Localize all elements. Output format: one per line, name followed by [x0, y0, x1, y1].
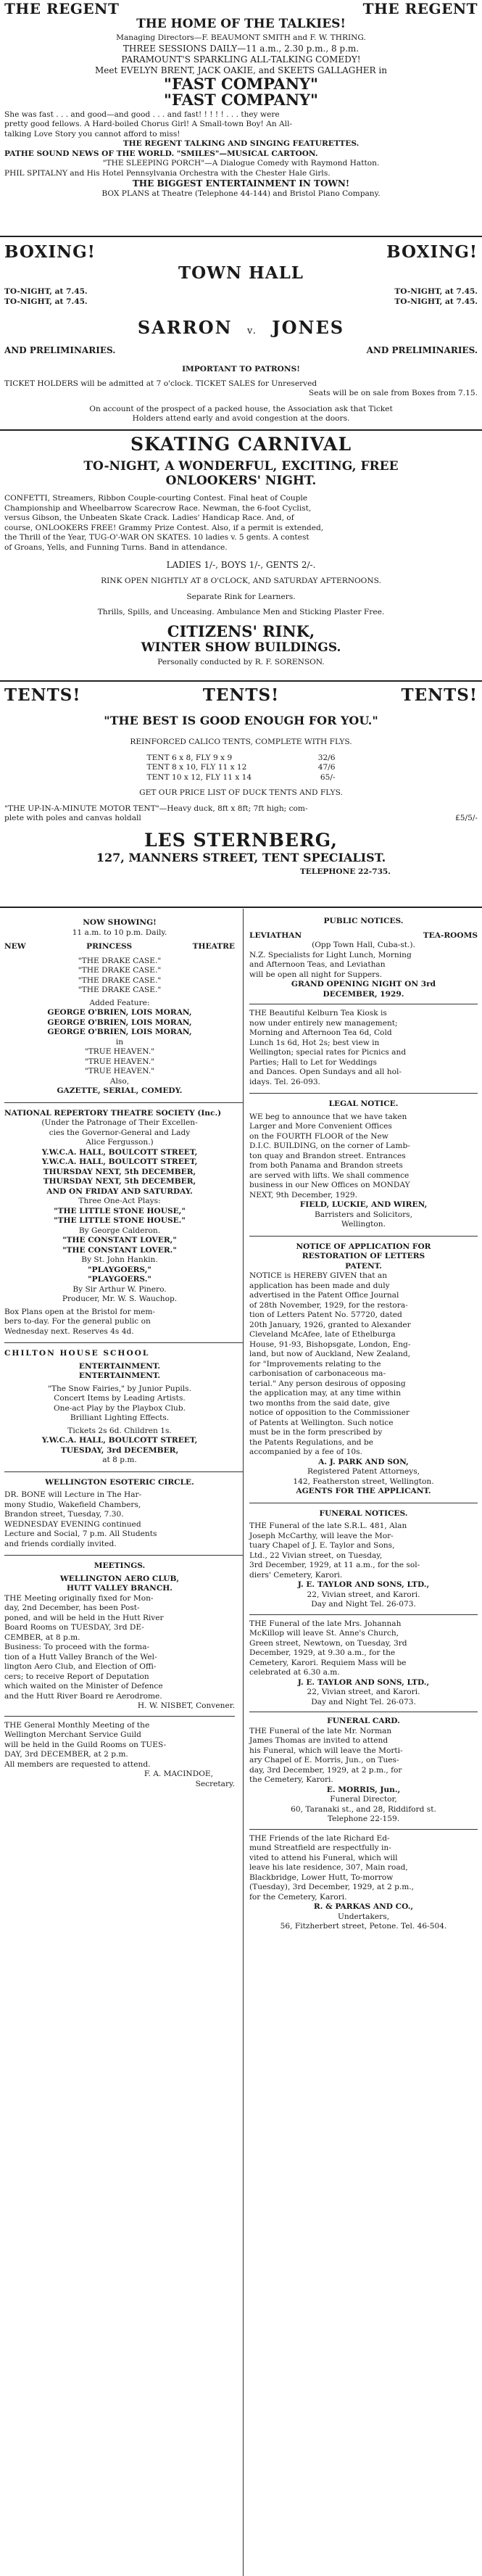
- patent-role: Registered Patent Attorneys,: [307, 1467, 420, 1476]
- skating-program-line: the Thrill of the Year, TUG-O'-WAR ON SKATES. 10 ladies v. 5 gents. A contest: [4, 533, 309, 542]
- patent-header-2: RESTORATION OF LETTERS: [302, 1252, 425, 1260]
- funeral-card-header: FUNERAL CARD.: [327, 1717, 400, 1725]
- cast-line: GEORGE O'BRIEN, LOIS MORAN,: [47, 1017, 192, 1027]
- regent-description-3: talking Love Story you cannot afford to miss!: [4, 129, 180, 139]
- divider: [0, 236, 482, 237]
- kelburn-line: Lunch 1s 6d, Hot 2s; best view in: [249, 1038, 380, 1047]
- divider: [249, 1614, 478, 1615]
- divider: [4, 1555, 244, 1556]
- tents-title-3: TENTS!: [401, 685, 478, 705]
- boxing-preliminaries-right: AND PRELIMINARIES.: [366, 345, 478, 355]
- chilton-venue: Y.W.C.A. HALL, BOULCOTT STREET,: [41, 1436, 198, 1445]
- play-title: "PLAYGOERS.": [88, 1275, 151, 1284]
- funeral-line: the Cemetery, Karori.: [249, 1775, 333, 1784]
- funeral-card: [249, 1717, 478, 1825]
- tent-size: TENT 8 x 10, FLY 11 x 12: [146, 763, 247, 772]
- meeting-line: which waited on the Minister of Defence: [4, 1682, 163, 1690]
- patent-line: two months from the said date, give: [249, 1398, 390, 1408]
- drake-case-list: [4, 957, 235, 996]
- funeral-address: 22, Vivian street, and Karori.: [307, 1590, 420, 1599]
- leviathan-line: (Opp Town Hall, Cuba-st.).: [312, 941, 415, 949]
- aero-club-title: WELLINGTON AERO CLUB,: [59, 1574, 180, 1583]
- funeral-telephone: Day and Night Tel. 26-073.: [311, 1697, 416, 1706]
- meeting-line: poned, and will be held in the Hutt River: [4, 1613, 164, 1622]
- patent-line: accompanied by a fee of 10s.: [249, 1448, 362, 1456]
- skating-title: SKATING CARNIVAL: [130, 434, 352, 455]
- tents-price-list: [147, 754, 336, 783]
- chilton-item: Concert Items by Leading Artists.: [54, 1394, 186, 1403]
- skating-program-line: CONFETTI, Streamers, Ribbon Couple-courting Contest. Final heat of Couple: [4, 494, 308, 503]
- patent-line: 20th January, 1926, granted to Alexander: [249, 1320, 411, 1329]
- play-author: By George Calderon.: [78, 1226, 161, 1235]
- repertory-theatre-ad: [4, 1109, 235, 1337]
- divider: [4, 1102, 244, 1103]
- film-title: "THE DRAKE CASE.": [78, 975, 162, 985]
- chilton-item: One-act Play by the Playbox Club.: [53, 1403, 186, 1413]
- film-title: "THE DRAKE CASE.": [78, 956, 162, 965]
- divider: [249, 1236, 478, 1237]
- regent-description-2: pretty good fellows. A Hard-boiled Chorus Girl! A Small-town Boy! An All-: [4, 120, 293, 128]
- princess-label: PRINCESS: [86, 942, 133, 951]
- funeral-line: (Tuesday), 3rd December, 1929, at 2 p.m.,: [249, 1883, 414, 1891]
- skating-program-line: of Groans, Yells, and Funning Turns. Band in attendance.: [4, 542, 228, 552]
- chilton-item: "The Snow Fairies," by Junior Pupils.: [48, 1384, 191, 1393]
- play-title: "THE LITTLE STONE HOUSE,": [54, 1206, 186, 1215]
- guild-line: will be held in the Guild Rooms on TUES-: [4, 1740, 167, 1749]
- leviathan-line: will be open all night for Suppers.: [249, 970, 383, 979]
- esoteric-line: DR. BONE will Lecture in The Har-: [4, 1490, 142, 1499]
- left-column: [0, 914, 239, 1789]
- legal-line: D.I.C. BUILDING, on the corner of Lamb-: [249, 1142, 410, 1150]
- skating-program-line: versus Gibson, the Unbeaten Skate Crack. Ladies' Handicap Race. And, of: [4, 513, 294, 522]
- tents-price-row: [147, 773, 336, 783]
- in-label: in: [115, 1037, 124, 1046]
- play-author: By St. John Hankin.: [81, 1255, 158, 1264]
- guild-line: Wellington Merchant Service Guild: [4, 1730, 141, 1739]
- meeting-line: cers; to receive Report of Deputation: [4, 1672, 149, 1681]
- funeral-line: December, 1929, at 9.30 a.m., for the: [249, 1648, 396, 1657]
- boxing-title-left: BOXING!: [4, 242, 96, 262]
- repertory-producer: Producer, Mr. W. S. Wauchop.: [62, 1295, 178, 1303]
- patent-line: must be in the form prescribed by: [249, 1428, 383, 1437]
- boxing-notice-2: Holders attend early and avoid congestion at the doors.: [132, 414, 350, 423]
- legal-line: ton quay and Brandon street. Entrances: [249, 1151, 406, 1160]
- legal-line: NEXT, 9th December, 1929.: [249, 1190, 357, 1200]
- regent-meet: Meet EVELYN BRENT, JACK OAKIE, and SKEETS GALLAGHER in: [95, 65, 387, 75]
- regent-directors: Managing Directors—F. BEAUMONT SMITH and F. W. THRING.: [116, 33, 366, 42]
- regent-advertisement: [0, 0, 482, 234]
- esoteric-circle-ad: [4, 1478, 235, 1550]
- leviathan-line: GRAND OPENING NIGHT ON 3rd: [291, 980, 436, 988]
- regent-description-1: She was fast . . . and good—and good . . . and fast! ! ! ! ! . . . they were: [4, 110, 280, 119]
- funeral-telephone: Day and Night Tel. 26-073.: [311, 1600, 416, 1609]
- tents-reinforced: REINFORCED CALICO TENTS, COMPLETE WITH FLYS.: [130, 738, 352, 746]
- legal-line: are served with lifts. We shall commence: [249, 1171, 410, 1180]
- film-title: "THE DRAKE CASE.": [78, 966, 162, 975]
- patent-line: notice of opposition to the Commissioner: [249, 1408, 410, 1417]
- funeral-line: Ltd., 22 Vivian street, on Tuesday,: [249, 1551, 383, 1560]
- patent-application-notice: [249, 1242, 478, 1497]
- kelburn-line: idays. Tel. 26-093.: [249, 1077, 320, 1086]
- regent-header: [4, 0, 478, 17]
- esoteric-line: and friends cordially invited.: [4, 1539, 117, 1548]
- tents-address: 127, MANNERS STREET, TENT SPECIALIST.: [96, 850, 386, 864]
- tents-slogan: "THE BEST IS GOOD ENOUGH FOR YOU.": [104, 714, 378, 727]
- true-heaven-list: [4, 1047, 235, 1077]
- meeting-line: THE Meeting originally fixed for Mon-: [4, 1593, 154, 1603]
- regent-subtitle: THE HOME OF THE TALKIES!: [136, 17, 346, 31]
- patent-line: the application may, at any time within: [249, 1389, 402, 1398]
- divider: [249, 1093, 478, 1094]
- divider: [4, 1471, 244, 1472]
- funeral-notice: [249, 1619, 478, 1708]
- skating-prices: LADIES 1/-, BOYS 1/-, GENTS 2/-.: [166, 560, 316, 570]
- legal-firm: FIELD, LUCKIE, AND WIREN,: [299, 1200, 428, 1209]
- funeral-notice: [249, 1834, 478, 1932]
- funeral-line: James Thomas are invited to attend: [249, 1736, 388, 1745]
- esoteric-line: WEDNESDAY EVENING continued: [4, 1519, 141, 1529]
- play-title: "THE CONSTANT LOVER,": [62, 1236, 177, 1244]
- skating-program: [4, 494, 478, 553]
- legal-city: Wellington.: [341, 1220, 386, 1229]
- regent-sleeping-porch: "THE SLEEPING PORCH"—A Dialogue Comedy with Raymond Hatton.: [102, 159, 380, 168]
- kelburn-line: Wellington; special rates for Picnics and: [249, 1048, 407, 1057]
- funeral-line: THE Funeral of the late S.R.L. 481, Alan: [249, 1522, 407, 1530]
- divider: [0, 907, 482, 908]
- regent-title-right: THE REGENT: [362, 0, 478, 17]
- tent-price: 47/6: [317, 763, 336, 772]
- boxing-tonight-left-repeat: TO-NIGHT, at 7.45.: [4, 297, 88, 306]
- meeting-line: CEMBER, at 8 p.m.: [4, 1632, 80, 1642]
- funeral-line: ary Chapel of E. Morris, Jun., on Tues-: [249, 1756, 399, 1764]
- patent-line: tion of Letters Patent No. 57720, dated: [249, 1310, 402, 1319]
- funeral-line: McKillop will leave St. Anne's Church,: [249, 1629, 399, 1638]
- meeting-line: lington Aero Club, and Election of Offi-: [4, 1662, 157, 1671]
- funeral-role: Undertakers,: [338, 1912, 389, 1921]
- funeral-address: 60, Taranaki st., and 28, Riddiford st.: [291, 1804, 436, 1814]
- funeral-firm: E. MORRIS, Jun.,: [326, 1785, 401, 1794]
- chilton-school-ad: [4, 1349, 235, 1466]
- divider: [0, 680, 482, 682]
- tents-title-2: TENTS!: [202, 685, 280, 705]
- esoteric-line: Lecture and Social, 7 p.m. All Students: [4, 1530, 157, 1538]
- repertory-box-1: Box Plans open at the Bristol for mem-: [4, 1307, 155, 1316]
- regent-biggest: THE BIGGEST ENTERTAINMENT IN TOWN!: [132, 178, 350, 189]
- chilton-title: CHILTON HOUSE SCHOOL: [4, 1349, 150, 1358]
- funeral-line: 3rd December, 1929, at 11 a.m., for the sol-: [249, 1561, 420, 1569]
- new-label: NEW: [4, 942, 26, 951]
- chilton-time: at 8 p.m.: [102, 1456, 137, 1464]
- repertory-title: NATIONAL REPERTORY THEATRE SOCIETY (Inc.): [4, 1108, 222, 1118]
- meetings-header: MEETINGS.: [94, 1561, 146, 1570]
- patent-agents: AGENTS FOR THE APPLICANT.: [296, 1487, 431, 1495]
- boxing-tonight-right: TO-NIGHT, at 7.45.: [394, 287, 478, 296]
- leviathan-tearooms: TEA-ROOMS: [423, 930, 478, 940]
- patent-line: of 28th November, 1929, for the restora-: [249, 1300, 408, 1310]
- patent-address: 142, Featherston street, Wellington.: [293, 1477, 434, 1486]
- chilton-entertainment-repeat: ENTERTAINMENT.: [78, 1371, 161, 1380]
- repertory-date-repeat: THURSDAY NEXT, 5th DECEMBER,: [43, 1177, 196, 1186]
- funeral-address: 56, Fitzherbert street, Petone. Tel. 46-504.: [280, 1922, 447, 1931]
- repertory-patronage-1: (Under the Patronage of Their Excellen-: [41, 1118, 198, 1127]
- funeral-line: leave his late residence, 307, Main road,: [249, 1863, 408, 1872]
- funeral-line: THE Funeral of the late Mr. Norman: [249, 1726, 392, 1735]
- legal-line: from both Panama and Brandon streets: [249, 1161, 403, 1170]
- patent-line: the Patents Regulations, and be: [249, 1437, 374, 1447]
- boxing-notice-1: On account of the prospect of a packed house, the Association ask that Ticket: [89, 404, 393, 413]
- chilton-tickets: Tickets 2s 6d. Children 1s.: [67, 1426, 172, 1435]
- repertory-three-plays: Three One-Act Plays:: [78, 1197, 161, 1205]
- tents-title-1: TENTS!: [4, 685, 81, 705]
- funeral-line: vited to attend his Funeral, which will: [249, 1853, 398, 1862]
- regent-pathe: PATHE SOUND NEWS OF THE WORLD. "SMILES"—MUSICAL CARTOON.: [4, 149, 318, 158]
- funeral-firm: J. E. TAYLOR AND SONS, LTD.,: [297, 1677, 430, 1687]
- tent-price: 65/-: [320, 772, 336, 782]
- meeting-line: tion of a Hutt Valley Branch of the Wel-: [4, 1652, 157, 1661]
- regent-film-title: "FAST COMPANY": [164, 74, 318, 93]
- skating-citizens-rink: CITIZENS' RINK,: [167, 622, 315, 640]
- also-label: Also,: [109, 1076, 130, 1086]
- skating-learners: Separate Rink for Learners.: [186, 592, 296, 601]
- legal-role: Barristers and Solicitors,: [315, 1210, 412, 1219]
- aero-club-branch: HUTT VALLEY BRANCH.: [67, 1584, 173, 1593]
- funeral-line: day, 3rd December, 1929, at 2 p.m., for: [249, 1765, 402, 1775]
- patent-line: application has been made and duly: [249, 1281, 390, 1290]
- patent-header-3: PATENT.: [345, 1261, 382, 1271]
- funeral-line: Green street, Newtown, on Tuesday, 3rd: [249, 1638, 407, 1648]
- regent-phil-spitalny: PHIL SPITALNY and His Hotel Pennsylvania Orchestra with the Chester Hale Girls.: [4, 168, 331, 178]
- funeral-line: diers' Cemetery, Karori.: [249, 1570, 343, 1580]
- show-times: 11 a.m. to 10 p.m. Daily.: [72, 928, 167, 937]
- boxing-important: IMPORTANT TO PATRONS!: [182, 365, 300, 373]
- tents-phone: TELEPHONE 22-735.: [299, 867, 391, 876]
- now-showing: NOW SHOWING!: [83, 918, 157, 927]
- tents-price-row: [147, 754, 336, 764]
- cast-line: GEORGE O'BRIEN, LOIS MORAN,: [47, 1008, 192, 1017]
- kelburn-line: Parties; Hall to Let for Weddings: [249, 1057, 377, 1067]
- funeral-line: for the Cemetery, Karori.: [249, 1892, 347, 1902]
- funeral-line: THE Funeral of the late Mrs. Johannah: [249, 1619, 402, 1628]
- boxing-fighter-2: JONES: [272, 317, 345, 338]
- regent-sparkling: PARAMOUNT'S SPARKLING ALL-TALKING COMEDY!: [121, 54, 361, 65]
- tents-advertisement: [0, 685, 482, 903]
- esoteric-line: mony Studio, Wakefield Chambers,: [4, 1500, 141, 1509]
- esoteric-title: WELLINGTON ESOTERIC CIRCLE.: [45, 1477, 194, 1487]
- funeral-line: mund Streatfield are respectfully in-: [249, 1844, 391, 1852]
- tents-get-price-list: GET OUR PRICE LIST OF DUCK TENTS AND FLYS.: [139, 788, 343, 797]
- patent-line: land, but now of Auckland, New Zealand,: [249, 1350, 411, 1358]
- funeral-firm: J. E. TAYLOR AND SONS, LTD.,: [297, 1580, 430, 1589]
- patent-line: Cleveland McAfee, late of Ethelburga: [249, 1330, 396, 1339]
- regent-box-plans: BOX PLANS at Theatre (Telephone 44-144) and Bristol Piano Company.: [101, 189, 381, 198]
- funeral-line: Cemetery, Karori. Requiem Mass will be: [249, 1658, 407, 1667]
- funeral-firm: R. & PARKAS AND CO.,: [313, 1902, 414, 1911]
- leviathan-line: DECEMBER, 1929.: [323, 989, 404, 999]
- skating-thrills: Thrills, Spills, and Unceasing. Ambulance Men and Sticking Plaster Free.: [97, 608, 385, 616]
- boxing-advertisement: [0, 239, 482, 426]
- repertory-venue-repeat: Y.W.C.A. HALL, BOULCOTT STREET,: [41, 1157, 198, 1166]
- legal-line: WE beg to announce that we have taken: [249, 1112, 407, 1121]
- patent-line: terial." Any person desirous of opposing: [249, 1379, 406, 1388]
- cast-list: [4, 1008, 235, 1038]
- boxing-venue: TOWN HALL: [178, 263, 304, 283]
- patent-line: carbonisation of carbonaceous ma-: [249, 1369, 386, 1378]
- legal-notice: [249, 1099, 478, 1230]
- kelburn-line: and Dances. Open Sundays and all hol-: [249, 1068, 402, 1076]
- tents-motor-price: £5/5/-: [455, 814, 478, 822]
- tents-motor-1: "THE UP-IN-A-MINUTE MOTOR TENT"—Heavy duck, 8ft x 8ft; 7ft high; com-: [4, 804, 308, 813]
- legal-line: on the FOURTH FLOOR of the New: [249, 1131, 388, 1141]
- funeral-line: Blackbridge, Lower Hutt, To-morrow: [249, 1873, 394, 1882]
- boxing-preliminaries-left: AND PRELIMINARIES.: [4, 345, 116, 355]
- boxing-tickets-2: Seats will be on sale from Boxes from 7.15.: [309, 389, 478, 397]
- tents-price-row: [147, 763, 336, 773]
- funeral-line: celebrated at 6.30 a.m.: [249, 1668, 340, 1677]
- boxing-tonight-right-repeat: TO-NIGHT, at 7.45.: [394, 297, 478, 306]
- meeting-line: and the Hutt River Board re Aerodrome.: [4, 1691, 162, 1701]
- princess-theatre-ad: [4, 918, 235, 1097]
- film-title: "TRUE HEAVEN.": [84, 1067, 155, 1076]
- repertory-venue: Y.W.C.A. HALL, BOULCOTT STREET,: [41, 1147, 198, 1157]
- meeting-convener: H. W. NISBET, Convener.: [137, 1701, 235, 1710]
- legal-line: Larger and More Convenient Offices: [249, 1122, 392, 1131]
- repertory-patronage-3: Alice Fergusson.): [86, 1138, 154, 1147]
- skating-advertisement: [0, 434, 482, 677]
- boxing-tonight-left: TO-NIGHT, at 7.45.: [4, 287, 88, 296]
- regent-title-left: THE REGENT: [4, 0, 120, 17]
- patent-line: House, 91-93, Bishopsgate, London, Eng-: [249, 1339, 411, 1349]
- guild-signature: F. A. MACINDOE,: [144, 1770, 213, 1778]
- funeral-notice: [249, 1522, 478, 1610]
- kelburn-line: Morning and Afternoon Tea 6d, Cold: [249, 1028, 392, 1037]
- divider: [4, 1716, 235, 1717]
- tent-price: 32/6: [317, 753, 336, 762]
- funeral-header: FUNERAL NOTICES.: [319, 1508, 408, 1518]
- public-notices-header: PUBLIC NOTICES.: [323, 917, 404, 925]
- right-column: [245, 914, 482, 1932]
- patent-firm: A. J. PARK AND SON,: [318, 1457, 409, 1466]
- funeral-line: Joseph McCarthy, will leave the Mor-: [249, 1531, 394, 1540]
- leviathan-line: N.Z. Specialists for Light Lunch, Morning: [249, 950, 412, 959]
- cast-line: GEORGE O'BRIEN, LOIS MORAN,: [47, 1028, 192, 1036]
- skating-program-line: course, ONLOOKERS FREE! Grammy Prize Contest. Also, if a permit is extended,: [4, 523, 324, 532]
- added-feature: Added Feature:: [89, 998, 150, 1007]
- divider: [4, 1342, 244, 1343]
- play-title: "THE LITTLE STONE HOUSE.": [54, 1216, 186, 1225]
- public-notices: [249, 917, 478, 1087]
- gazette-label: GAZETTE, SERIAL, COMEDY.: [57, 1086, 183, 1095]
- regent-film-title-repeat: "FAST COMPANY": [164, 90, 318, 109]
- boxing-fighter-1: SARRON: [137, 317, 233, 338]
- leviathan-line: and Afternoon Teas, and Leviathan: [249, 960, 386, 969]
- funeral-address: 22, Vivian street, and Karori.: [307, 1688, 420, 1696]
- funeral-line: his Funeral, which will leave the Morti-: [249, 1746, 403, 1755]
- chilton-item: Brilliant Lighting Effects.: [70, 1413, 170, 1422]
- guild-secretary: Secretary.: [195, 1779, 235, 1788]
- meeting-line: Business: To proceed with the forma-: [4, 1643, 150, 1651]
- esoteric-line: Brandon street, Tuesday, 7.30.: [4, 1510, 124, 1519]
- patent-line: for "Improvements relating to the: [249, 1359, 381, 1368]
- patent-line: NOTICE is HEREBY GIVEN that an: [249, 1271, 388, 1280]
- tents-company: LES STERNBERG,: [144, 829, 338, 851]
- boxing-bout: [4, 317, 478, 338]
- column-divider: [243, 909, 244, 2576]
- kelburn-line: THE Beautiful Kelburn Tea Kiosk is: [249, 1009, 387, 1017]
- meetings-section: [4, 1561, 235, 1789]
- funeral-line: tuary Chapel of J. E. Taylor and Sons,: [249, 1541, 395, 1550]
- divider: [0, 429, 482, 431]
- repertory-friday: AND ON FRIDAY AND SATURDAY.: [46, 1186, 193, 1196]
- skating-subtitle-1: TO-NIGHT, A WONDERFUL, EXCITING, FREE: [83, 459, 399, 474]
- leviathan-title: LEVIATHAN: [249, 930, 302, 940]
- play-author: By Sir Arthur W. Pinero.: [72, 1284, 167, 1294]
- play-title: "THE CONSTANT LOVER.": [62, 1245, 177, 1255]
- funeral-line: THE Friends of the late Richard Ed-: [249, 1833, 390, 1843]
- divider: [249, 1829, 478, 1830]
- patent-line: advertised in the Patent Office Journal: [249, 1291, 399, 1300]
- film-title: "TRUE HEAVEN.": [84, 1047, 155, 1056]
- guild-line: All members are requested to attend.: [4, 1759, 151, 1769]
- film-title: "TRUE HEAVEN.": [84, 1057, 155, 1066]
- kelburn-line: now under entirely new management;: [249, 1018, 398, 1028]
- guild-line: DAY, 3rd DECEMBER, at 2 p.m.: [4, 1750, 128, 1759]
- boxing-title-right: BOXING!: [386, 242, 478, 262]
- patent-header-1: NOTICE OF APPLICATION FOR: [296, 1242, 431, 1251]
- funeral-role: Funeral Director,: [330, 1795, 397, 1804]
- legal-line: business in our New Offices on MONDAY: [249, 1181, 410, 1189]
- boxing-tickets-1: TICKET HOLDERS will be admitted at 7 o'clock. TICKET SALES for Unreserved: [4, 379, 317, 388]
- tents-motor-2: plete with poles and canvas holdall: [4, 814, 141, 822]
- skating-rink-hours: RINK OPEN NIGHTLY AT 8 O'CLOCK, AND SATURDAY AFTERNOONS.: [101, 577, 381, 585]
- boxing-versus: v.: [246, 326, 257, 337]
- repertory-date: THURSDAY NEXT, 5th DECEMBER,: [43, 1167, 196, 1176]
- repertory-patronage-2: cies the Governor-General and Lady: [49, 1128, 191, 1137]
- skating-conducted: Personally conducted by R. F. SORENSON.: [157, 657, 325, 666]
- guild-line: THE General Monthly Meeting of the: [4, 1720, 150, 1730]
- funeral-notices: [249, 1509, 478, 1932]
- repertory-box-3: Wednesday next. Reserves 4s 4d.: [4, 1326, 134, 1336]
- legal-header: LEGAL NOTICE.: [328, 1099, 399, 1108]
- regent-featurettes: THE REGENT TALKING AND SINGING FEATURETTES.: [122, 139, 360, 148]
- meeting-line: day, 2nd December, has been Post-: [4, 1603, 140, 1612]
- film-title: "THE DRAKE CASE.": [78, 986, 162, 994]
- tent-size: TENT 10 x 12, FLY 11 x 14: [146, 772, 252, 782]
- play-title: "PLAYGOERS,": [88, 1265, 151, 1274]
- tent-size: TENT 6 x 8, FLY 9 x 9: [146, 753, 233, 762]
- chilton-entertainment: ENTERTAINMENT.: [78, 1361, 161, 1371]
- theatre-label: THEATRE: [192, 942, 235, 951]
- skating-program-line: Championship and Wheelbarrow Scarecrow Race. Newman, the 6-foot Cyclist,: [4, 503, 312, 513]
- repertory-box-2: bers to-day. For the general public on: [4, 1317, 151, 1326]
- patent-line: of Patents at Wellington. Such notice: [249, 1418, 394, 1427]
- skating-subtitle-2: ONLOOKERS' NIGHT.: [165, 474, 317, 488]
- meeting-line: Board Rooms on TUESDAY, 3rd DE-: [4, 1623, 144, 1632]
- funeral-telephone: Telephone 22-159.: [327, 1815, 400, 1823]
- regent-sessions: THREE SESSIONS DAILY—11 a.m., 2.30 p.m., 8 p.m.: [122, 43, 360, 54]
- chilton-date: TUESDAY, 3rd DECEMBER,: [60, 1445, 179, 1455]
- skating-winter-show: WINTER SHOW BUILDINGS.: [141, 640, 341, 655]
